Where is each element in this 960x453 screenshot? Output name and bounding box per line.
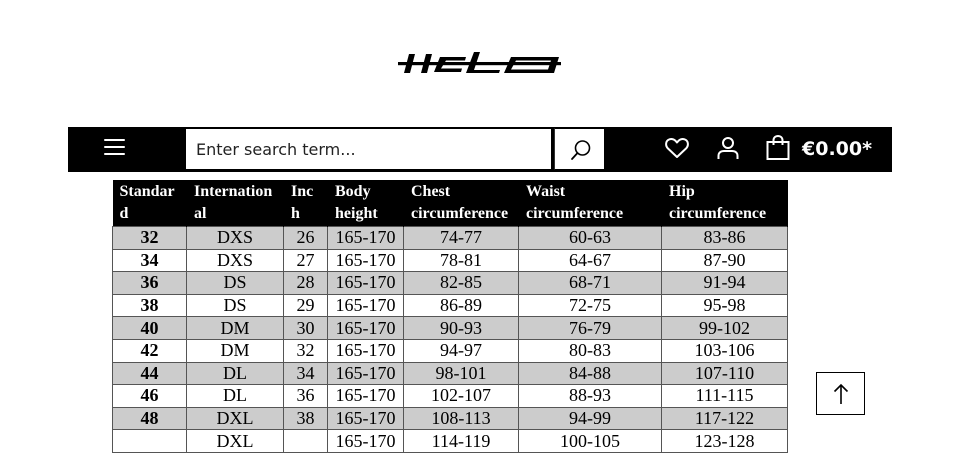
table-row — [113, 407, 788, 430]
table-cell: 123-128 — [662, 430, 788, 453]
heart-icon[interactable] — [664, 135, 690, 161]
table-cell: 165-170 — [328, 362, 404, 385]
table-cell: 165-170 — [328, 339, 404, 362]
table-cell: DXL — [187, 430, 284, 453]
table-cell: 100-105 — [519, 430, 662, 453]
table-cell: 103-106 — [662, 339, 788, 362]
table-cell — [284, 430, 328, 453]
table-cell: 48 — [113, 407, 187, 430]
table-cell: 40 — [113, 317, 187, 340]
search-input[interactable] — [186, 129, 551, 169]
held-logo[interactable] — [396, 48, 564, 78]
header-bar — [68, 127, 892, 172]
table-cell — [113, 430, 187, 453]
table-cell: 36 — [284, 385, 328, 408]
table-cell: 29 — [284, 294, 328, 317]
table-cell: 114-119 — [404, 430, 519, 453]
column-header: Inch — [284, 180, 328, 227]
table-cell: 76-79 — [519, 317, 662, 340]
table-cell: DM — [187, 339, 284, 362]
column-header: Standard — [113, 180, 187, 227]
size-chart-table — [112, 180, 788, 453]
table-cell: 91-94 — [662, 272, 788, 295]
table-cell: 117-122 — [662, 407, 788, 430]
column-header: Chest circumference — [404, 180, 519, 227]
cart-total[interactable]: €0.00* — [802, 138, 873, 160]
table-cell: 34 — [113, 249, 187, 272]
table-cell: 30 — [284, 317, 328, 340]
table-cell: 83-86 — [662, 227, 788, 250]
table-row — [113, 385, 788, 408]
table-cell: 165-170 — [328, 317, 404, 340]
table-cell: 44 — [113, 362, 187, 385]
table-cell: 46 — [113, 385, 187, 408]
table-cell: 108-113 — [404, 407, 519, 430]
table-cell: DL — [187, 362, 284, 385]
table-cell: 68-71 — [519, 272, 662, 295]
search-field — [185, 128, 552, 170]
search-icon — [570, 139, 592, 161]
table-cell: 87-90 — [662, 249, 788, 272]
table-cell: 64-67 — [519, 249, 662, 272]
table-cell: 94-97 — [404, 339, 519, 362]
column-header: Body height — [328, 180, 404, 227]
table-cell: 36 — [113, 272, 187, 295]
arrow-up-icon — [832, 383, 850, 405]
table-cell: 28 — [284, 272, 328, 295]
table-cell: 42 — [113, 339, 187, 362]
shopping-bag-icon[interactable] — [764, 134, 792, 162]
table-cell: DL — [187, 385, 284, 408]
table-cell: 34 — [284, 362, 328, 385]
table-cell: 107-110 — [662, 362, 788, 385]
table-cell: DXS — [187, 249, 284, 272]
column-header: Waist circumference — [519, 180, 662, 227]
table-cell: DS — [187, 272, 284, 295]
table-cell: 165-170 — [328, 385, 404, 408]
table-cell: 165-170 — [328, 407, 404, 430]
table-cell: 88-93 — [519, 385, 662, 408]
table-cell: 38 — [113, 294, 187, 317]
table-cell: DS — [187, 294, 284, 317]
table-cell: DXL — [187, 407, 284, 430]
table-cell: 27 — [284, 249, 328, 272]
table-cell: 32 — [113, 227, 187, 250]
search-button[interactable] — [554, 128, 605, 170]
table-cell: 38 — [284, 407, 328, 430]
column-header: International — [187, 180, 284, 227]
hamburger-menu-icon[interactable] — [104, 137, 126, 159]
table-row — [113, 339, 788, 362]
table-cell: 80-83 — [519, 339, 662, 362]
table-cell: 165-170 — [328, 249, 404, 272]
table-cell: 78-81 — [404, 249, 519, 272]
table-cell: DXS — [187, 227, 284, 250]
table-cell: 82-85 — [404, 272, 519, 295]
table-cell: 165-170 — [328, 294, 404, 317]
table-cell: 95-98 — [662, 294, 788, 317]
table-cell: DM — [187, 317, 284, 340]
table-row — [113, 430, 788, 453]
table-row — [113, 272, 788, 295]
table-cell: 165-170 — [328, 272, 404, 295]
user-icon[interactable] — [715, 135, 741, 161]
table-row — [113, 362, 788, 385]
table-cell: 26 — [284, 227, 328, 250]
table-cell: 32 — [284, 339, 328, 362]
table-cell: 84-88 — [519, 362, 662, 385]
table-header-row — [113, 180, 788, 227]
table-cell: 111-115 — [662, 385, 788, 408]
column-header: Hip circumference — [662, 180, 788, 227]
table-cell: 94-99 — [519, 407, 662, 430]
table-cell: 90-93 — [404, 317, 519, 340]
table-cell: 99-102 — [662, 317, 788, 340]
table-row — [113, 294, 788, 317]
scroll-to-top-button[interactable] — [816, 372, 865, 415]
table-cell: 86-89 — [404, 294, 519, 317]
table-cell: 60-63 — [519, 227, 662, 250]
table-cell: 165-170 — [328, 227, 404, 250]
table-cell: 98-101 — [404, 362, 519, 385]
table-row — [113, 227, 788, 250]
table-cell: 165-170 — [328, 430, 404, 453]
table-row — [113, 317, 788, 340]
table-cell: 74-77 — [404, 227, 519, 250]
table-cell: 72-75 — [519, 294, 662, 317]
table-row — [113, 249, 788, 272]
table-cell: 102-107 — [404, 385, 519, 408]
